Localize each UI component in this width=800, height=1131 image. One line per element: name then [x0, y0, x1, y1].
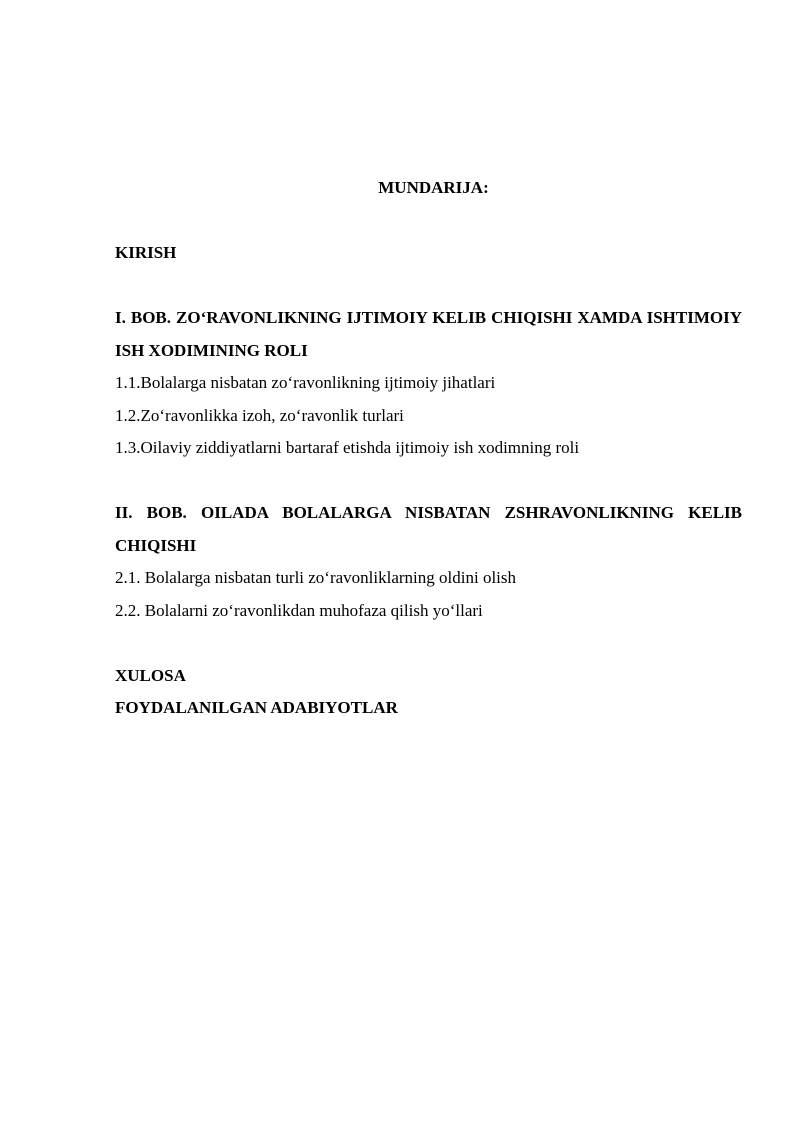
toc-item-1-2: 1.2.Zo‘ravonlikka izoh, zo‘ravonlik turlari [115, 405, 404, 425]
toc-item-1-1: 1.1.Bolalarga nisbatan zo‘ravonlikning ijtimoiy jihatlari [115, 373, 496, 392]
spacer [115, 465, 742, 498]
toc-references: FOYDALANILGAN ADABIYOTLAR [115, 698, 398, 717]
chapter-2-heading: II. BOB. OILADA BOLALARGA NISBATAN ZSHRAVONLIKNING KELIB CHIQISHI [115, 503, 742, 555]
toc-conclusion: XULOSA [115, 665, 186, 685]
toc-item-2-1: 2.1. Bolalarga nisbatan turli zo‘ravonliklarning oldini olish [115, 568, 517, 587]
toc-item-1-3: 1.3.Oilaviy ziddiyatlarni bartaraf etishda ijtimoiy ish xodimning roli [115, 438, 580, 457]
table-of-contents [115, 172, 742, 725]
spacer [115, 627, 742, 660]
toc-title: MUNDARIJA: [378, 178, 489, 197]
spacer [115, 270, 742, 303]
toc-item-2-2: 2.2. Bolalarni zo‘ravonlikdan muhofaza qilish yo‘llari [115, 600, 483, 620]
chapter-1-heading: I. BOB. ZO‘RAVONLIKNING IJTIMOIY KELIB CHIQISHI XAMDA ISHTIMOIY ISH XODIMINING ROLI [115, 308, 742, 360]
toc-intro: KIRISH [115, 243, 177, 262]
spacer [115, 205, 742, 238]
